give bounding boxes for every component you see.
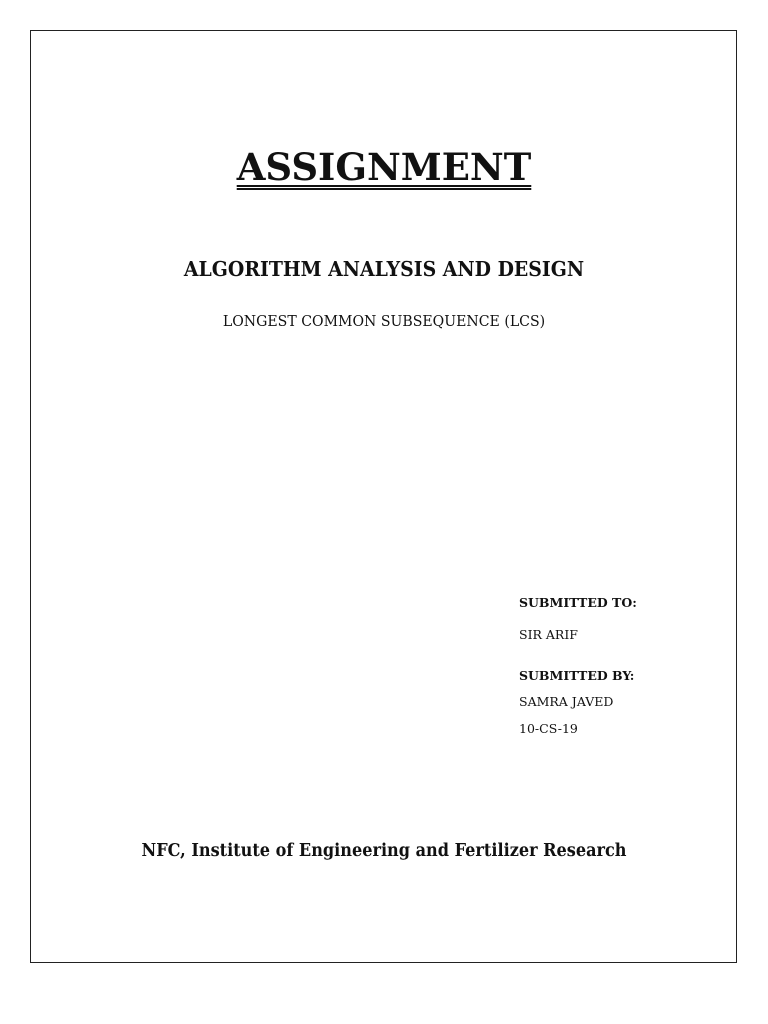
document-title [0,143,768,191]
course-title: ALGORITHM ANALYSIS AND DESIGN [183,257,585,281]
institute-name: NFC, Institute of Engineering and Fertilizer Research [141,841,627,861]
submitted-by-label: SUBMITTED BY: [519,668,635,683]
topic-title: LONGEST COMMON SUBSEQUENCE (LCS) [222,312,546,330]
submitted-by-id: 10-CS-19 [519,721,578,736]
submitted-to-label: SUBMITTED TO: [519,595,637,610]
document-title-text: ASSIGNMENT [236,145,532,189]
submitted-to-name: SIR ARIF [519,627,578,642]
submitted-by-name: SAMRA JAVED [519,694,614,709]
